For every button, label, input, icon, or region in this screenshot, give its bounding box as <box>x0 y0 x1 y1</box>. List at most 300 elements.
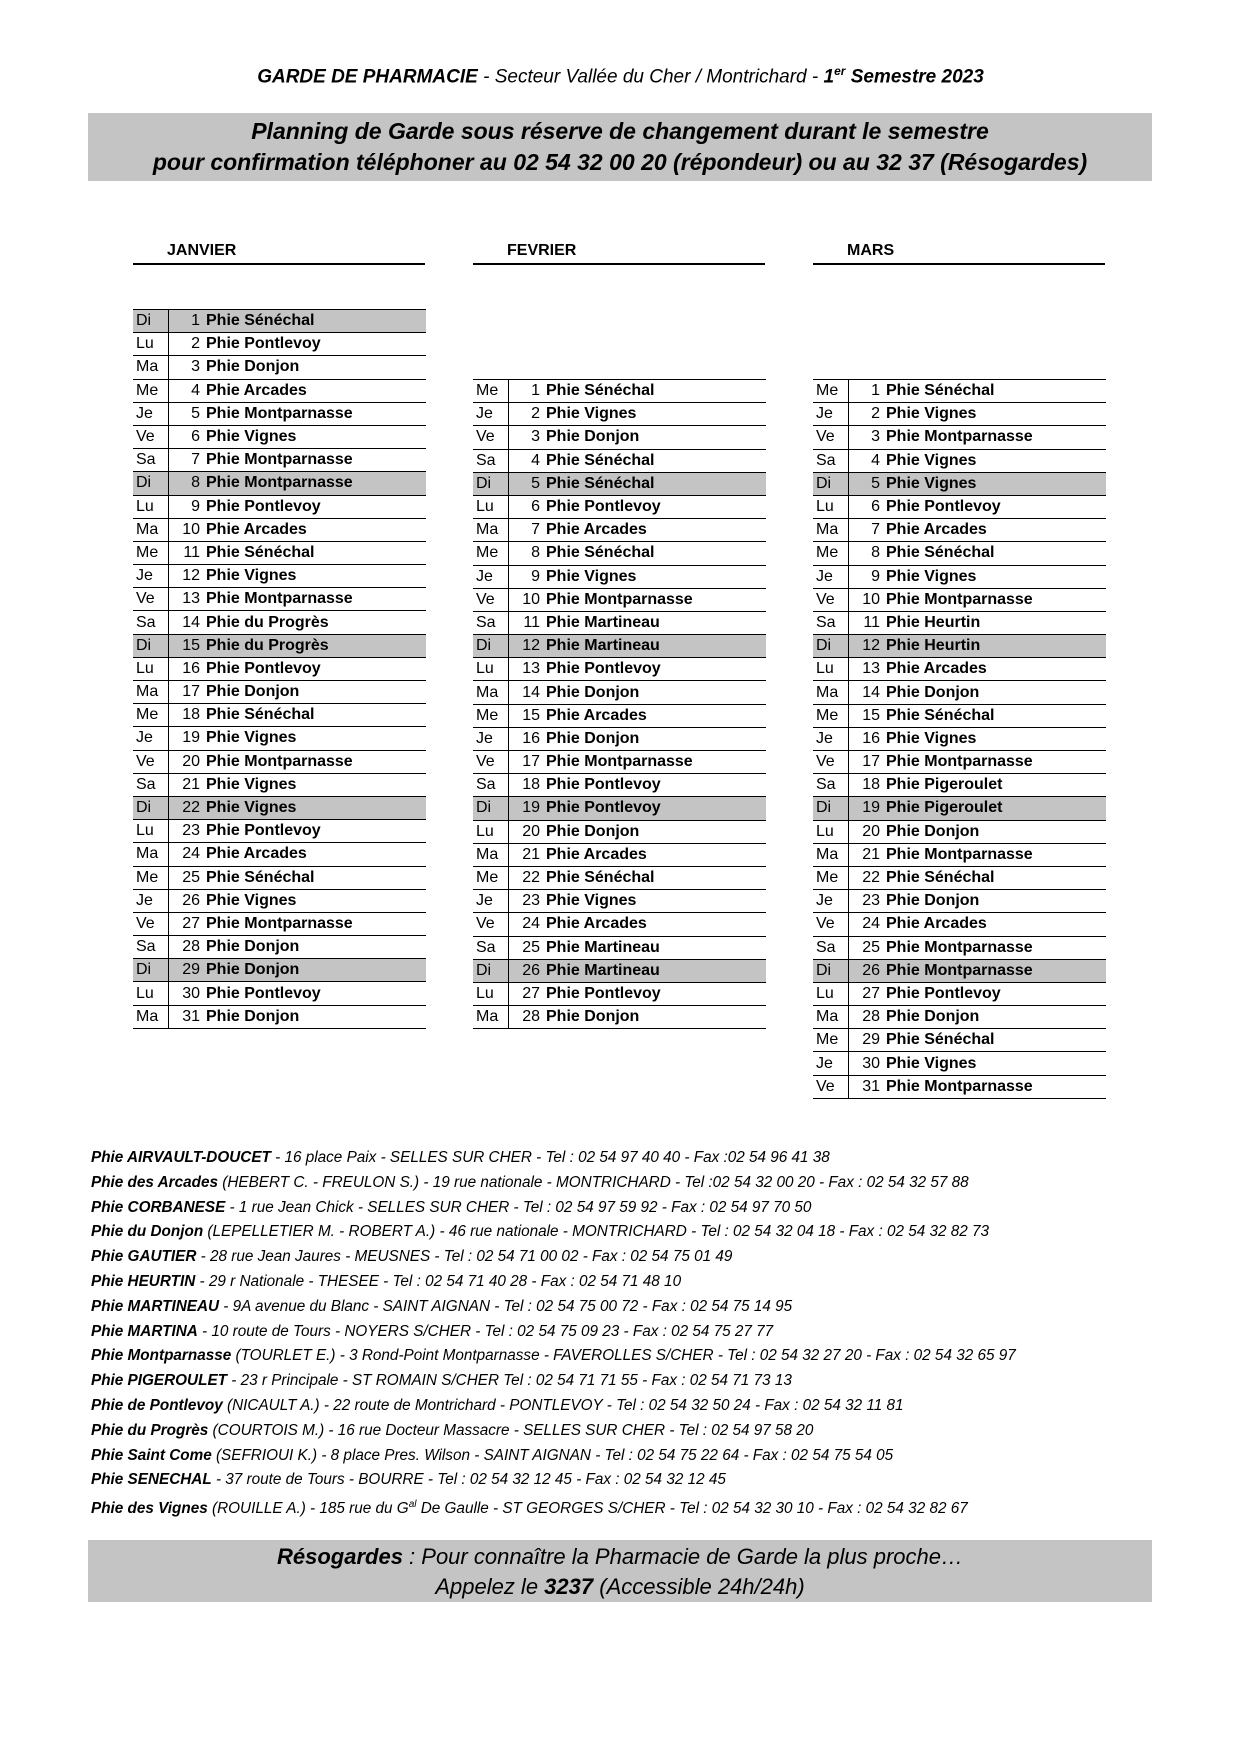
weekday-cell: Lu <box>133 657 169 680</box>
pharmacy-cell: Phie Arcades <box>886 913 1106 936</box>
footer-call: Appelez le <box>435 1574 545 1599</box>
weekday-cell: Me <box>813 866 849 889</box>
weekday-cell: Ma <box>133 843 169 866</box>
weekday-cell: Di <box>133 310 169 333</box>
pharmacy-cell: Phie Sénéchal <box>886 866 1106 889</box>
weekday-cell: Je <box>473 403 509 426</box>
date-cell: 5 <box>509 472 547 495</box>
day-row <box>133 565 426 588</box>
date-cell: 3 <box>169 356 207 379</box>
day-row <box>813 403 1106 426</box>
weekday-cell: Sa <box>473 611 509 634</box>
weekday-cell: Sa <box>133 449 169 472</box>
day-row <box>133 681 426 704</box>
pharmacy-cell: Phie Donjon <box>546 1006 766 1029</box>
pharmacy-cell: Phie Pontlevoy <box>546 658 766 681</box>
weekday-cell: Sa <box>813 611 849 634</box>
pharmacy-cell: Phie Sénéchal <box>546 380 766 403</box>
month-title-mars: MARS <box>813 242 1105 265</box>
date-cell: 5 <box>849 472 887 495</box>
day-row <box>473 913 766 936</box>
date-cell: 16 <box>509 727 547 750</box>
date-cell: 15 <box>849 704 887 727</box>
day-row <box>133 657 426 680</box>
pharmacy-cell: Phie Martineau <box>546 611 766 634</box>
weekday-cell: Me <box>813 380 849 403</box>
pharmacy-cell: Phie Montparnasse <box>206 449 426 472</box>
date-cell: 12 <box>169 565 207 588</box>
date-cell: 10 <box>509 588 547 611</box>
pharmacy-cell: Phie Martineau <box>546 635 766 658</box>
pharmacy-cell: Phie Donjon <box>206 356 426 379</box>
date-cell: 7 <box>509 519 547 542</box>
pharmacy-info-sup: al <box>408 1499 417 1511</box>
pharmacy-cell: Phie Pigeroulet <box>886 797 1106 820</box>
pharmacy-cell: Phie Pontlevoy <box>206 820 426 843</box>
day-row <box>813 1052 1106 1075</box>
planning-banner <box>88 113 1152 181</box>
date-cell: 18 <box>509 774 547 797</box>
day-row <box>813 866 1106 889</box>
pharmacy-cell: Phie Vignes <box>886 403 1106 426</box>
day-row <box>813 519 1106 542</box>
weekday-cell: Me <box>813 1029 849 1052</box>
date-cell: 30 <box>849 1052 887 1075</box>
weekday-cell: Ma <box>473 519 509 542</box>
date-cell: 3 <box>849 426 887 449</box>
day-row <box>473 936 766 959</box>
weekday-cell: Me <box>133 541 169 564</box>
date-cell: 14 <box>509 681 547 704</box>
weekday-cell: Ve <box>473 751 509 774</box>
pharmacy-info: (LEPELLETIER M. - ROBERT A.) - 46 rue nationale - MONTRICHARD - Tel : 02 54 32 04 18 - Fax : 02 54 32 82 73 <box>203 1223 990 1241</box>
pharmacy-cell: Phie Donjon <box>886 681 1106 704</box>
pharmacy-cell: Phie Montparnasse <box>886 936 1106 959</box>
pharmacy-cell: Phie Vignes <box>206 889 426 912</box>
pharmacy-cell: Phie Donjon <box>546 727 766 750</box>
date-cell: 10 <box>169 518 207 541</box>
date-cell: 23 <box>849 890 887 913</box>
footer-resogardes: Résogardes <box>276 1544 403 1569</box>
weekday-cell: Ve <box>473 913 509 936</box>
date-cell: 26 <box>849 959 887 982</box>
pharmacy-info: (SEFRIOUI K.) - 8 place Pres. Wilson - SAINT AIGNAN - Tel : 02 54 75 22 64 - Fax : 02 54 75 54 05 <box>211 1446 894 1464</box>
day-row <box>133 750 426 773</box>
footer-line-1 <box>88 1542 1152 1572</box>
pharmacy-entry <box>91 1394 1016 1419</box>
day-row <box>473 635 766 658</box>
weekday-cell: Ve <box>133 425 169 448</box>
date-cell: 20 <box>509 820 547 843</box>
date-cell: 13 <box>849 658 887 681</box>
pharmacy-cell: Phie Sénéchal <box>886 704 1106 727</box>
date-cell: 26 <box>169 889 207 912</box>
pharmacy-name: Phie MARTINA <box>91 1322 198 1340</box>
day-row <box>473 890 766 913</box>
date-cell: 18 <box>849 774 887 797</box>
date-cell: 27 <box>169 912 207 935</box>
date-cell: 1 <box>169 310 207 333</box>
day-row <box>133 959 426 982</box>
pharmacy-entry <box>91 1320 1016 1345</box>
date-cell: 22 <box>849 866 887 889</box>
date-cell: 25 <box>169 866 207 889</box>
weekday-cell: Di <box>813 959 849 982</box>
date-cell: 26 <box>509 959 547 982</box>
weekday-cell: Lu <box>813 495 849 518</box>
weekday-cell: Di <box>133 472 169 495</box>
weekday-cell: Sa <box>133 936 169 959</box>
date-cell: 11 <box>849 611 887 634</box>
pharmacy-cell: Phie Sénéchal <box>546 542 766 565</box>
pharmacy-cell: Phie Pontlevoy <box>206 333 426 356</box>
weekday-cell: Ma <box>813 1006 849 1029</box>
date-cell: 4 <box>849 449 887 472</box>
day-row <box>813 913 1106 936</box>
weekday-cell: Ma <box>133 681 169 704</box>
weekday-cell: Je <box>133 727 169 750</box>
date-cell: 19 <box>849 797 887 820</box>
pharmacy-entry <box>91 1245 1016 1270</box>
pharmacy-name: Phie AIRVAULT-DOUCET <box>91 1149 271 1166</box>
pharmacy-name: Phie de Pontlevoy <box>91 1396 223 1414</box>
day-row <box>473 1006 766 1029</box>
pharmacy-cell: Phie Martineau <box>546 959 766 982</box>
day-row <box>813 472 1106 495</box>
pharmacy-name: Phie CORBANESE <box>91 1198 226 1216</box>
weekday-cell: Sa <box>813 936 849 959</box>
pharmacy-entry <box>91 1171 1016 1196</box>
weekday-cell: Ve <box>473 588 509 611</box>
pharmacy-cell: Phie Vignes <box>206 565 426 588</box>
date-cell: 6 <box>849 495 887 518</box>
date-cell: 20 <box>169 750 207 773</box>
weekday-cell: Ve <box>133 750 169 773</box>
weekday-cell: Me <box>133 866 169 889</box>
pharmacy-name: Phie HEURTIN <box>91 1272 196 1290</box>
weekday-cell: Lu <box>473 982 509 1005</box>
date-cell: 29 <box>169 959 207 982</box>
date-cell: 17 <box>509 751 547 774</box>
pharmacy-cell: Phie Donjon <box>206 1005 426 1028</box>
pharmacy-cell: Phie Sénéchal <box>886 380 1106 403</box>
pharmacy-cell: Phie Montparnasse <box>886 959 1106 982</box>
weekday-cell: Ve <box>813 1075 849 1098</box>
date-cell: 23 <box>169 820 207 843</box>
date-cell: 24 <box>169 843 207 866</box>
date-cell: 9 <box>849 565 887 588</box>
weekday-cell: Ma <box>473 681 509 704</box>
pharmacy-cell: Phie Vignes <box>886 472 1106 495</box>
weekday-cell: Lu <box>813 982 849 1005</box>
pharmacy-entry <box>91 1344 1016 1369</box>
date-cell: 9 <box>169 495 207 518</box>
day-row <box>133 518 426 541</box>
pharmacy-cell: Phie Sénéchal <box>546 472 766 495</box>
day-row <box>813 843 1106 866</box>
footer-number: 3237 <box>544 1574 594 1599</box>
pharmacy-cell: Phie Vignes <box>546 403 766 426</box>
date-cell: 2 <box>849 403 887 426</box>
weekday-cell: Ve <box>473 426 509 449</box>
pharmacy-entry <box>91 1146 1016 1171</box>
pharmacy-cell: Phie Pontlevoy <box>886 495 1106 518</box>
banner-line-2: pour confirmation téléphoner au 02 54 32 00 20 (répondeur) ou au 32 37 (Résogardes) <box>152 149 1088 175</box>
pharmacy-cell: Phie Arcades <box>206 379 426 402</box>
day-row <box>133 472 426 495</box>
pharmacy-info: - 9A avenue du Blanc - SAINT AIGNAN - Tel : 02 54 75 00 72 - Fax : 02 54 75 14 95 <box>219 1297 793 1315</box>
weekday-cell: Me <box>473 380 509 403</box>
date-cell: 22 <box>509 866 547 889</box>
weekday-cell: Je <box>473 890 509 913</box>
weekday-cell: Di <box>133 634 169 657</box>
pharmacy-info: - 29 r Nationale - THESEE - Tel : 02 54 71 40 28 - Fax : 02 54 71 48 10 <box>195 1272 682 1290</box>
header-semester-num: 1 <box>823 66 835 88</box>
weekday-cell: Me <box>813 542 849 565</box>
pharmacy-cell: Phie Donjon <box>886 890 1106 913</box>
banner-line-1: Planning de Garde sous réserve de changement durant le semestre <box>251 118 989 144</box>
pharmacy-cell: Phie Sénéchal <box>886 1029 1106 1052</box>
day-row <box>473 588 766 611</box>
pharmacy-info: - 16 place Paix - SELLES SUR CHER - Tel : 02 54 97 40 40 - Fax :02 54 96 41 38 <box>270 1149 830 1166</box>
weekday-cell: Sa <box>133 611 169 634</box>
pharmacy-info: (NICAULT A.) - 22 route de Montrichard - PONTLEVOY - Tel : 02 54 32 50 24 - Fax : 02 54 32 11 81 <box>222 1396 904 1414</box>
day-row <box>813 982 1106 1005</box>
day-row <box>813 380 1106 403</box>
day-row <box>813 774 1106 797</box>
day-row <box>813 495 1106 518</box>
day-row <box>133 843 426 866</box>
weekday-cell: Lu <box>133 495 169 518</box>
weekday-cell: Ve <box>133 588 169 611</box>
date-cell: 21 <box>169 773 207 796</box>
weekday-cell: Je <box>813 1052 849 1075</box>
day-row <box>133 541 426 564</box>
pharmacy-cell: Phie Arcades <box>886 658 1106 681</box>
day-row <box>473 449 766 472</box>
pharmacy-cell: Phie Donjon <box>546 426 766 449</box>
date-cell: 9 <box>509 565 547 588</box>
weekday-cell: Di <box>813 797 849 820</box>
date-cell: 21 <box>849 843 887 866</box>
pharmacy-name: Phie du Progrès <box>91 1421 209 1439</box>
date-cell: 12 <box>849 635 887 658</box>
pharmacy-info: - 28 rue Jean Jaures - MEUSNES - Tel : 02 54 71 00 02 - Fax : 02 54 75 01 49 <box>196 1248 733 1266</box>
header-semester-text: Semestre 2023 <box>850 66 984 88</box>
day-row <box>813 936 1106 959</box>
day-row <box>473 982 766 1005</box>
pharmacy-info: - 23 r Principale - ST ROMAIN S/CHER Tel : 02 54 71 71 55 - Fax : 02 54 71 73 13 <box>227 1372 792 1390</box>
weekday-cell: Lu <box>813 820 849 843</box>
weekday-cell: Di <box>473 472 509 495</box>
date-cell: 2 <box>509 403 547 426</box>
day-row <box>473 426 766 449</box>
date-cell: 10 <box>849 588 887 611</box>
date-cell: 25 <box>509 936 547 959</box>
header-title: GARDE DE PHARMACIE <box>257 66 478 88</box>
pharmacy-cell: Phie Vignes <box>546 565 766 588</box>
day-row <box>813 565 1106 588</box>
pharmacy-cell: Phie Montparnasse <box>546 751 766 774</box>
weekday-cell: Ma <box>133 356 169 379</box>
weekday-cell: Ve <box>813 913 849 936</box>
day-row <box>813 797 1106 820</box>
weekday-cell: Me <box>133 704 169 727</box>
day-row <box>473 565 766 588</box>
day-row <box>133 773 426 796</box>
date-cell: 19 <box>509 797 547 820</box>
date-cell: 11 <box>509 611 547 634</box>
weekday-cell: Di <box>813 635 849 658</box>
pharmacy-cell: Phie Arcades <box>546 913 766 936</box>
day-row <box>473 658 766 681</box>
weekday-cell: Sa <box>473 449 509 472</box>
pharmacy-cell: Phie Sénéchal <box>546 449 766 472</box>
pharmacy-cell: Phie Montparnasse <box>546 588 766 611</box>
weekday-cell: Sa <box>473 774 509 797</box>
day-row <box>133 449 426 472</box>
date-cell: 8 <box>169 472 207 495</box>
weekday-cell: Lu <box>133 982 169 1005</box>
pharmacy-cell: Phie Pontlevoy <box>546 797 766 820</box>
date-cell: 27 <box>509 982 547 1005</box>
pharmacy-cell: Phie Montparnasse <box>886 843 1106 866</box>
day-row <box>473 495 766 518</box>
weekday-cell: Ve <box>813 426 849 449</box>
pharmacy-cell: Phie du Progrès <box>206 634 426 657</box>
weekday-cell: Me <box>133 379 169 402</box>
day-row <box>473 519 766 542</box>
pharmacy-cell: Phie Montparnasse <box>886 1075 1106 1098</box>
day-row <box>813 449 1106 472</box>
weekday-cell: Di <box>473 797 509 820</box>
day-row <box>813 426 1106 449</box>
weekday-cell: Di <box>473 959 509 982</box>
pharmacy-name: Phie PIGEROULET <box>91 1372 227 1390</box>
pharmacy-cell: Phie Montparnasse <box>206 402 426 425</box>
footer-line-2 <box>88 1572 1152 1602</box>
date-cell: 14 <box>849 681 887 704</box>
weekday-cell: Sa <box>813 449 849 472</box>
pharmacy-cell: Phie Donjon <box>206 936 426 959</box>
pharmacy-name: Phie des Vignes <box>91 1500 208 1518</box>
date-cell: 1 <box>509 380 547 403</box>
pharmacy-cell: Phie Sénéchal <box>206 310 426 333</box>
pharmacy-cell: Phie Arcades <box>546 843 766 866</box>
pharmacy-cell: Phie Pontlevoy <box>886 982 1106 1005</box>
calendar-janvier <box>133 309 426 1029</box>
pharmacy-entry <box>91 1444 1016 1469</box>
date-cell: 13 <box>169 588 207 611</box>
pharmacy-cell: Phie Vignes <box>886 449 1106 472</box>
date-cell: 24 <box>509 913 547 936</box>
weekday-cell: Ve <box>133 912 169 935</box>
weekday-cell: Lu <box>473 820 509 843</box>
day-row <box>133 310 426 333</box>
day-row <box>473 959 766 982</box>
pharmacy-cell: Phie Arcades <box>206 843 426 866</box>
weekday-cell: Je <box>813 890 849 913</box>
day-row <box>473 727 766 750</box>
date-cell: 18 <box>169 704 207 727</box>
weekday-cell: Lu <box>473 658 509 681</box>
day-row <box>133 820 426 843</box>
date-cell: 2 <box>169 333 207 356</box>
pharmacy-cell: Phie Donjon <box>886 1006 1106 1029</box>
pharmacy-name: Phie SENECHAL <box>91 1471 212 1489</box>
date-cell: 16 <box>849 727 887 750</box>
day-row <box>813 611 1106 634</box>
date-cell: 15 <box>169 634 207 657</box>
pharmacy-entry <box>91 1493 1016 1518</box>
page-header <box>0 64 1241 88</box>
date-cell: 13 <box>509 658 547 681</box>
date-cell: 8 <box>849 542 887 565</box>
date-cell: 3 <box>509 426 547 449</box>
date-cell: 31 <box>849 1075 887 1098</box>
weekday-cell: Lu <box>133 333 169 356</box>
weekday-cell: Je <box>473 565 509 588</box>
weekday-cell: Ve <box>813 588 849 611</box>
day-row <box>133 356 426 379</box>
date-cell: 19 <box>169 727 207 750</box>
pharmacy-cell: Phie Pontlevoy <box>546 774 766 797</box>
weekday-cell: Je <box>133 565 169 588</box>
day-row <box>133 611 426 634</box>
pharmacy-info: (COURTOIS M.) - 16 rue Docteur Massacre - SELLES SUR CHER - Tel : 02 54 97 58 20 <box>208 1421 814 1439</box>
weekday-cell: Ma <box>133 1005 169 1028</box>
pharmacy-cell: Phie Pontlevoy <box>546 495 766 518</box>
weekday-cell: Lu <box>473 495 509 518</box>
resogardes-footer <box>88 1540 1152 1602</box>
day-row <box>133 982 426 1005</box>
date-cell: 14 <box>169 611 207 634</box>
pharmacy-entry <box>91 1419 1016 1444</box>
pharmacy-cell: Phie Arcades <box>206 518 426 541</box>
pharmacy-entry <box>91 1295 1016 1320</box>
weekday-cell: Ma <box>473 1006 509 1029</box>
pharmacy-cell: Phie Sénéchal <box>206 866 426 889</box>
date-cell: 7 <box>849 519 887 542</box>
date-cell: 24 <box>849 913 887 936</box>
header-sector: - Secteur Vallée du Cher / Montrichard - <box>483 66 819 88</box>
day-row <box>813 588 1106 611</box>
weekday-cell: Je <box>473 727 509 750</box>
weekday-cell: Ve <box>813 751 849 774</box>
pharmacy-cell: Phie du Progrès <box>206 611 426 634</box>
date-cell: 28 <box>849 1006 887 1029</box>
footer-hours: (Accessible 24h/24h) <box>593 1574 805 1599</box>
weekday-cell: Sa <box>473 936 509 959</box>
pharmacy-cell: Phie Heurtin <box>886 635 1106 658</box>
pharmacy-name: Phie GAUTIER <box>91 1248 197 1266</box>
day-row <box>133 727 426 750</box>
weekday-cell: Je <box>133 402 169 425</box>
day-row <box>473 866 766 889</box>
day-row <box>133 704 426 727</box>
weekday-cell: Sa <box>133 773 169 796</box>
pharmacy-info: (TOURLET E.) - 3 Rond-Point Montparnasse - FAVEROLLES S/CHER - Tel : 02 54 32 27 20 - Fax : 02 54 32 65 97 <box>231 1347 1016 1365</box>
day-row <box>473 380 766 403</box>
pharmacy-cell: Phie Pigeroulet <box>886 774 1106 797</box>
pharmacy-cell: Phie Montparnasse <box>206 912 426 935</box>
weekday-cell: Di <box>133 796 169 819</box>
pharmacy-cell: Phie Montparnasse <box>886 751 1106 774</box>
day-row <box>473 820 766 843</box>
weekday-cell: Ma <box>813 519 849 542</box>
pharmacy-cell: Phie Vignes <box>206 727 426 750</box>
date-cell: 4 <box>169 379 207 402</box>
